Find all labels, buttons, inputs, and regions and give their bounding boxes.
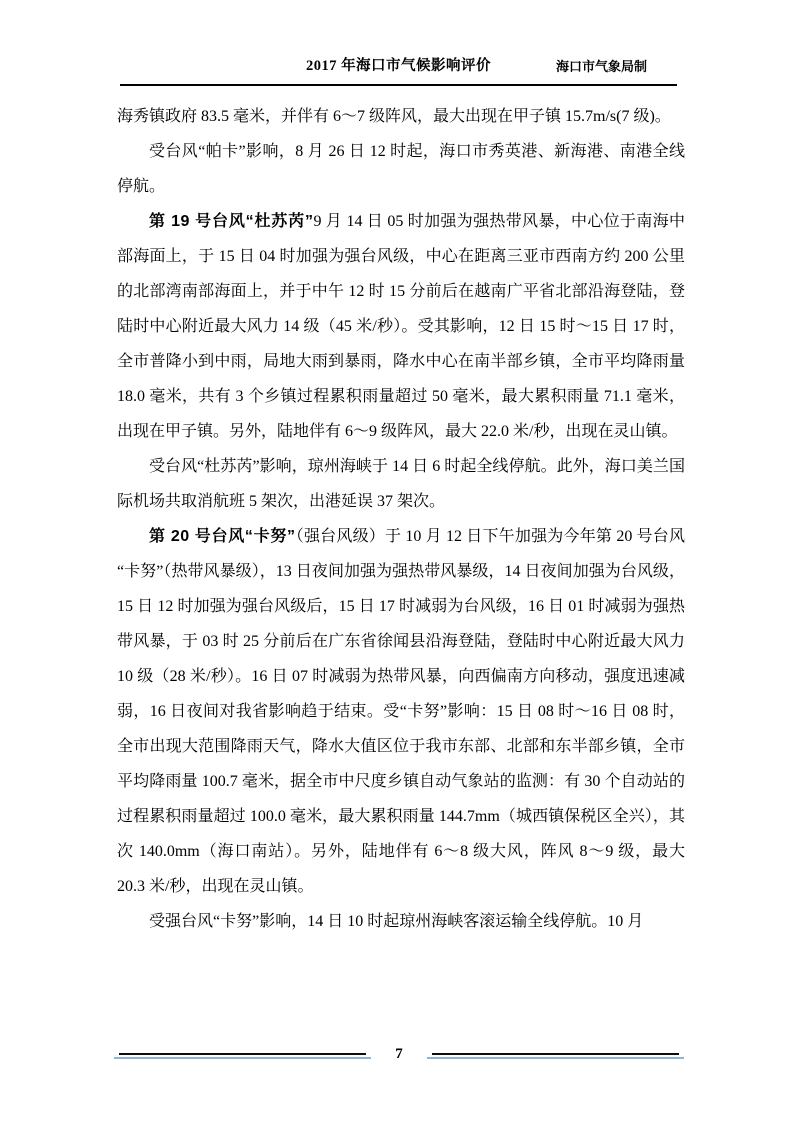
page-footer (114, 1046, 684, 1063)
paragraph (117, 134, 685, 204)
page-header (120, 54, 677, 86)
text-run: （强台风级）于 10 月 12 日下午加强为今年第 20 号台风“卡努”（热带风暴级），13 日夜间加强为强热带风暴级，14 日夜间加强为台风级，15 日 12 时加强为强台风级后，15 日 17 时减弱为台风级，16 日 01 时减弱为强热带风暴，于 03 时 25 分前后在广东省徐闻县沿海登陆，登陆时中心附近最大风力 10 级（28 米/秒）。16 日 07 时减弱为热带风暴，向西偏南方向移动，强度迅速减弱，16 日夜间对我省影响趋于结束。受“卡努”影响：15 日 08 时～16 日 08 时，全市出现大范围降雨天气，降水大值区位于我市东部、北部和东半部乡镇，全市平均降雨量 100.7 毫米，据全市中尺度乡镇自动气象站的监测：有 30 个自动站的过程累积雨量超过 100.0 毫米，最大累积雨量 144.7mm（城西镇保税区全兴），其次 140.0mm（海口南站）。另外，陆地伴有 6～8 级大风，阵风 8～9 级，最大 20.3 米/秒，出现在灵山镇。 (117, 528, 685, 895)
typhoon-heading-run: 第 19 号台风“杜苏芮” (149, 213, 314, 230)
page-number: 7 (395, 1046, 403, 1062)
header-title: 2017 年海口市气候影响评价 (305, 58, 492, 74)
paragraph (117, 449, 685, 519)
paragraph (117, 204, 685, 449)
text-run: 受台风“杜苏芮”影响，琼州海峡于 14 日 6 时起全线停航。此外，海口美兰国际机场共取消航班 5 架次，出港延误 37 架次。 (117, 458, 685, 510)
paragraph (117, 99, 685, 134)
text-run: 9 月 14 日 05 时加强为强热带风暴，中心位于南海中部海面上，于 15 日 04 时加强为强台风级，中心在距离三亚市西南方约 200 公里的北部湾南部海面上，并于中午 12 时 15 分前后在越南广平省北部沿海登陆，登陆时中心附近最大风力 14 级（45 米/秒）。受其影响，12 日 15 时～15 日 17 时，全市普降小到中雨，局地大雨到暴雨，降水中心在南半部乡镇，全市平均降雨量 18.0 毫米，共有 3 个乡镇过程累积雨量超过 50 毫米，最大累积雨量 71.1 毫米，出现在甲子镇。另外，陆地伴有 6～9 级阵风，最大 22.0 米/秒，出现在灵山镇。 (117, 213, 685, 440)
footer-rule-left (114, 1053, 371, 1059)
text-run: 受台风“帕卡”影响，8 月 26 日 12 时起，海口市秀英港、新海港、南港全线停航。 (117, 143, 685, 195)
typhoon-heading-run: 第 20 号台风“卡努” (149, 528, 296, 545)
paragraph (117, 904, 685, 939)
text-run: 海秀镇政府 83.5 毫米，并伴有 6～7 级阵风，最大出现在甲子镇 15.7m/s(7 级)。 (117, 108, 671, 125)
document-body (117, 99, 685, 939)
text-run: 受强台风“卡努”影响，14 日 10 时起琼州海峡客滚运输全线停航。10 月 (149, 913, 644, 930)
paragraph (117, 519, 685, 904)
header-publisher: 海口市气象局制 (555, 59, 647, 74)
footer-rule-right (427, 1053, 684, 1059)
